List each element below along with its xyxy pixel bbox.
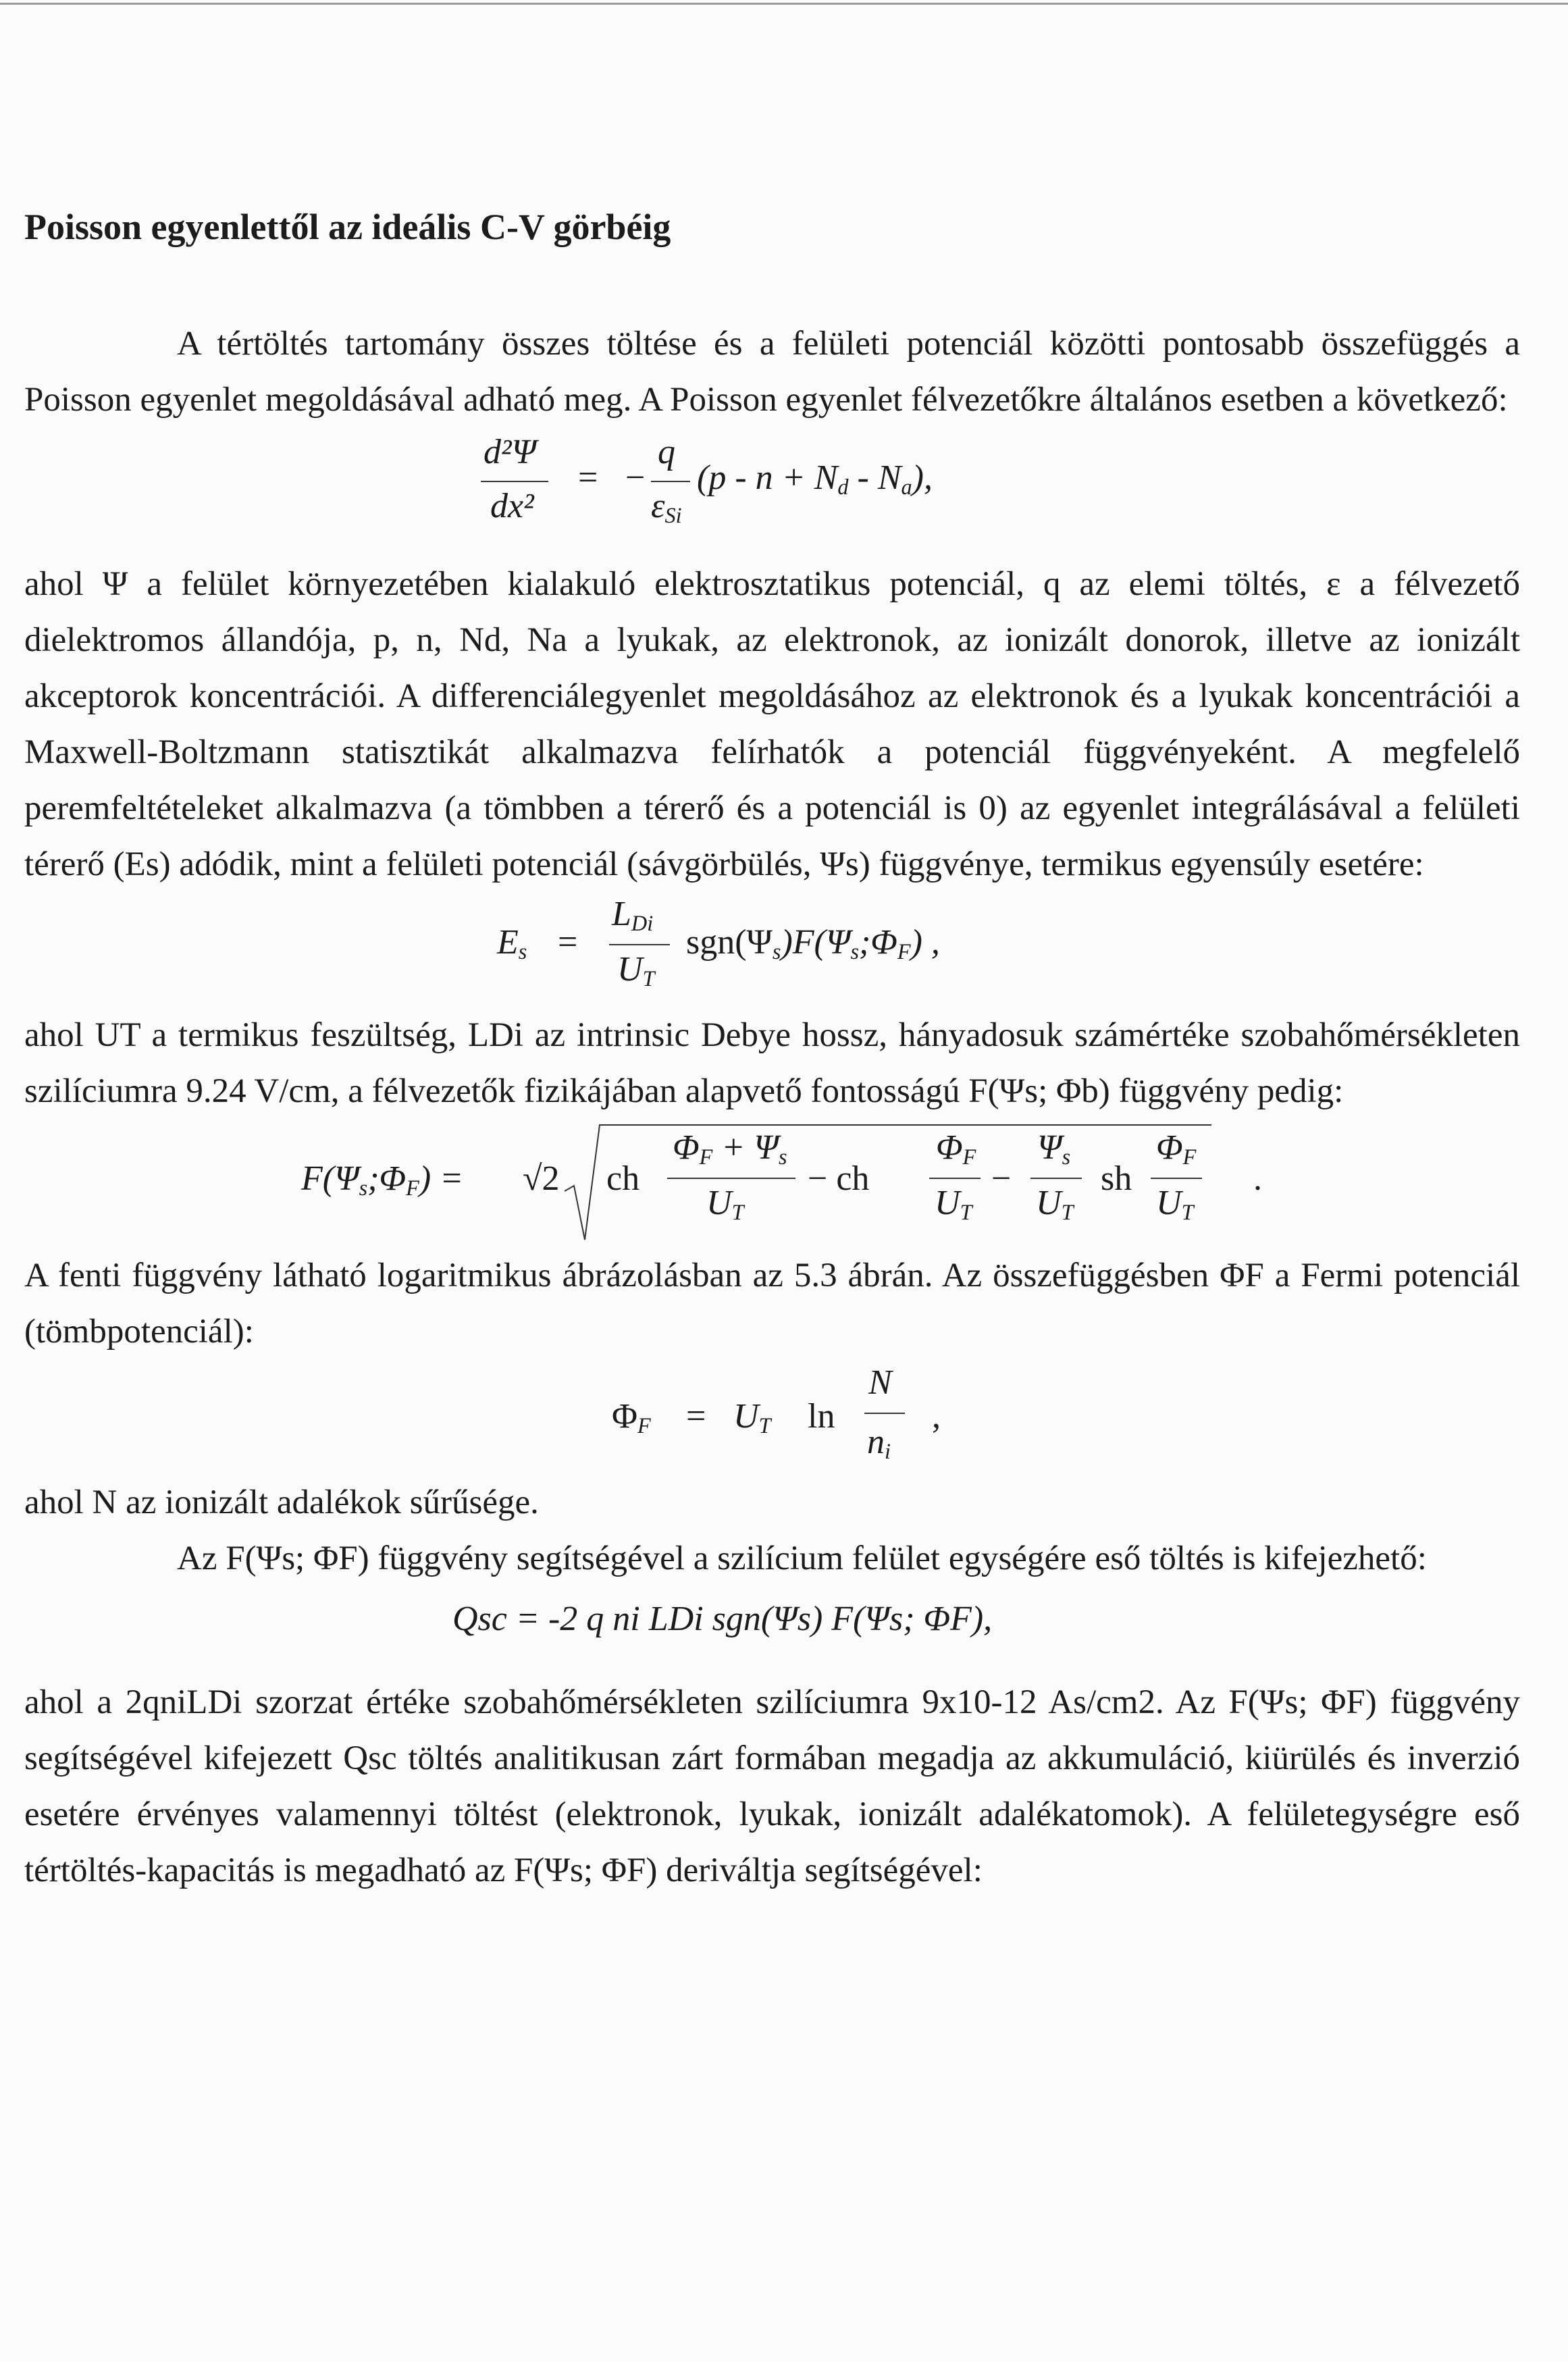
eq3-f4-den: $U_T$ — [1156, 1184, 1194, 1225]
eq1-lhs-denominator: dx² — [490, 487, 534, 525]
eq3-f3-num: $\Psi_s$ — [1037, 1128, 1071, 1170]
eq3-sh: sh — [1101, 1159, 1132, 1198]
eq4-ut: $U_T$ — [733, 1397, 771, 1438]
fermi-potential-equation — [24, 1360, 1520, 1475]
eq2-lhs: $E_s$ — [497, 923, 527, 964]
eq1-lhs-numerator: d²Ψ — [484, 433, 537, 471]
section-title: Poisson egyenlettől az ideális C-V görbéig — [24, 207, 671, 247]
eq5-text: Qsc = -2 q ni LDi sgn(Ψs) F(Ψs; ΦF), — [452, 1600, 993, 1638]
eq3-minus-ch: − ch — [808, 1159, 870, 1198]
eq2-body: $sgn(\Psi_s)F(\Psi_s;\Phi_F)$ , — [686, 923, 940, 964]
eq3-lhs: $F(\Psi_s;\Phi_F)$ = — [301, 1159, 464, 1201]
doping-paragraph: ahol N az ionizált adalékok sűrűsége. — [24, 1484, 539, 1521]
eq2-denominator: $U_T$ — [617, 950, 655, 991]
eq4-numerator: N — [868, 1363, 892, 1402]
eq1-equals: = — [578, 458, 598, 497]
space-charge-equation — [24, 1587, 1520, 1675]
eq3-f4-num: $\Phi_F$ — [1156, 1128, 1197, 1170]
eq3-sqrt2: √2 — [523, 1159, 560, 1198]
intro-paragraph: A tértöltés tartomány összes töltése és a felületi potenciál közötti pontosabb összefüggés a Poisson egyenlet megoldásával adható meg. A Poisson egyenlet félvezetőkre általános esetben a következő: — [24, 325, 1520, 419]
eq1-minus: − — [625, 458, 646, 497]
eq4-lhs: $\Phi_F$ — [612, 1397, 651, 1438]
eq2-equals: = — [558, 923, 578, 962]
eq3-f2-num: $\Phi_F$ — [936, 1128, 976, 1170]
f-function-equation — [24, 1120, 1520, 1248]
poisson-equation — [24, 428, 1520, 556]
eq1-rhs-body: $(p - n + N_d - N_a)$, — [697, 458, 933, 500]
scan-top-edge — [0, 3, 1568, 5]
eq3-minus: − — [991, 1159, 1012, 1198]
debye-paragraph: ahol UT a termikus feszültség, LDi az intrinsic Debye hossz, hányadosuk számértéke szobahőmérsékleten szilíciumra 9.24 V/cm, a félvezetők fizikájában alapvető fontosságú F(Ψs; Φb) függvény pedig: — [24, 1016, 1520, 1110]
fermi-paragraph: A fenti függvény látható logaritmikus ábrázolásban az 5.3 ábrán. Az összefüggésben ΦF a Fermi potenciál (tömbpotenciál): — [24, 1257, 1520, 1350]
eq3-f1-den: $U_T$ — [706, 1184, 744, 1225]
conclusion-paragraph: ahol a 2qniLDi szorzat értéke szobahőmérsékleten szilíciumra 9x10-12 As/cm2. Az F(Ψs; ΦF) függvény segítségével kifejezett Qsc töltés analitikusan zárt formában megadja az akkumuláció, kiürülés és inverzió esetére érvényes valamennyi töltést (elektronok, lyukak, ionizált adalékatomok). A felületegységre eső tértöltés-kapacitás is megadható az F(Ψs; ΦF) deriváltja segítségével: — [24, 1683, 1520, 1889]
document-page — [24, 200, 1520, 1899]
eq4-ln: ln — [808, 1397, 835, 1436]
eq3-f1-num: $\Phi_F + \Psi_s$ — [673, 1128, 787, 1170]
eq4-equals: = — [686, 1397, 706, 1436]
charge-paragraph: Az F(Ψs; ΦF) függvény segítségével a szilícium felület egységére eső töltés is kifejezhető: — [177, 1540, 1427, 1577]
eq3-f3-den: $U_T$ — [1036, 1184, 1074, 1225]
eq3-f2-den: $U_T$ — [935, 1184, 972, 1225]
eq4-end: , — [932, 1397, 941, 1436]
eq1-rhs-denominator: $\varepsilon_{Si}$ — [651, 487, 682, 528]
eq4-denominator: $n_i$ — [867, 1423, 891, 1464]
eq3-ch1: ch — [606, 1159, 640, 1198]
eq1-rhs-numerator: q — [658, 433, 675, 471]
eq2-numerator: $L_{Di}$ — [612, 895, 654, 936]
definitions-paragraph: ahol Ψ a felület környezetében kialakuló elektrosztatikus potenciál, q az elemi töltés, ε a félvezető dielektromos állandója, p, n, Nd, Na a lyukak, az elektronok, az ionizált donorok, illetve az ionizált akceptorok koncentrációi. A differenciálegyenlet megoldásához az elektronok és a lyukak koncentrációi a Maxwell-Boltzmann statisztikát alkalmazva felírhatók a potenciál függvényeként. A megfelelő peremfeltételeket alkalmazva (a tömbben a térerő és a potenciál is 0) az egyenlet integrálásával a felületi térerő (Es) adódik, mint a felületi potenciál (sávgörbülés, Ψs) függvénye, termikus egyensúly esetére: — [24, 565, 1520, 883]
eq3-end: . — [1253, 1159, 1262, 1198]
surface-field-equation — [24, 893, 1520, 1007]
